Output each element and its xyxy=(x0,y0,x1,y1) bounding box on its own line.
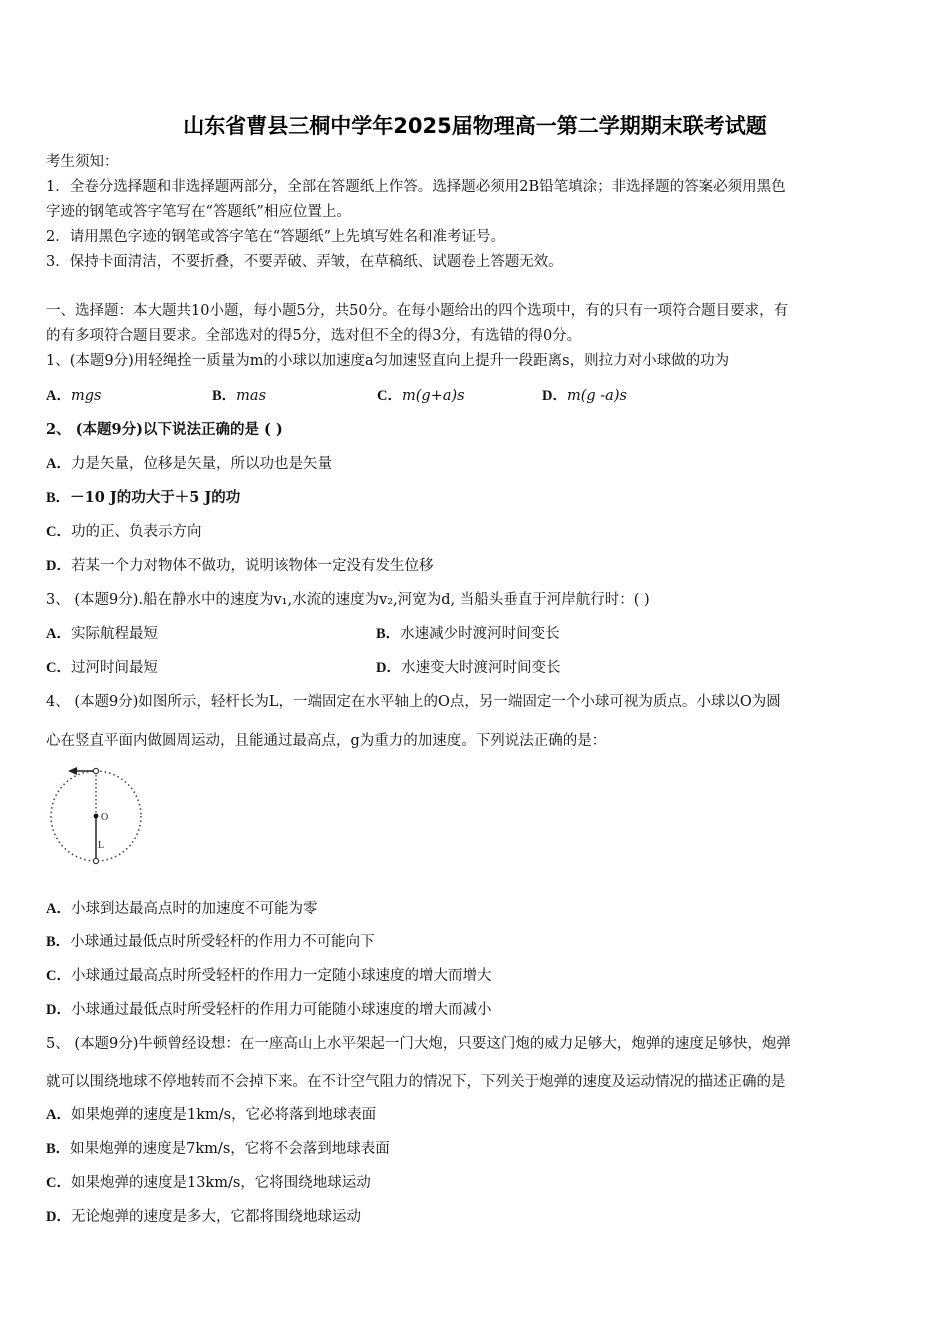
option-label: A． xyxy=(46,388,71,404)
option-text: 过河时间最短 xyxy=(70,660,158,676)
option-label: C． xyxy=(46,660,71,676)
option-label: D． xyxy=(376,660,401,676)
option-text: 如果炮弹的速度是7km/s，它将不会落到地球表面 xyxy=(70,1141,390,1157)
q1-option-a[interactable] xyxy=(46,388,101,404)
q5-option-d[interactable] xyxy=(46,1207,361,1227)
notice-item-2: 2．请用黑色字迹的钢笔或答字笔在“答题纸”上先填写姓名和准考证号。 xyxy=(46,229,506,245)
question-4-stem-line1: 4、 (本题9分)如图所示，轻杆长为L，一端固定在水平轴上的O点，另一端固定一个小球可视为质点。小球以O为圆 xyxy=(46,694,781,710)
option-label: B． xyxy=(376,626,401,642)
option-text: 小球到达最高点时的加速度不可能为零 xyxy=(70,901,318,917)
q3-options-row-1 xyxy=(46,624,908,644)
question-5-stem-line2: 就可以围绕地球不停地转而不会掉下来。在不计空气阻力的情况下，下列关于炮弹的速度及运动情况的描述正确的是 xyxy=(46,1074,786,1090)
section-instructions-line2: 的有多项符合题目要求。全部选对的得5分，选对但不全的得3分，有选错的得0分。 xyxy=(46,328,582,344)
q5-option-a[interactable] xyxy=(46,1105,376,1125)
option-label: C． xyxy=(46,1175,71,1191)
svg-text:L: L xyxy=(98,840,105,851)
option-label: D． xyxy=(46,1002,71,1018)
option-text: m(g+a)s xyxy=(401,388,465,404)
q3-options-row-2 xyxy=(46,658,908,678)
q3-option-d[interactable] xyxy=(376,658,560,678)
option-label: C． xyxy=(46,524,71,540)
question-3-stem: 3、 (本题9分).船在静水中的速度为v₁,水流的速度为v₂,河宽为d, 当船头垂直于河岸航行时：( ) xyxy=(46,592,650,608)
q3-option-c[interactable] xyxy=(46,660,158,676)
svg-text:O: O xyxy=(101,812,109,823)
question-2-stem: 2、 (本题9分)以下说法正确的是 ( ) xyxy=(46,421,283,438)
option-label: B． xyxy=(46,490,71,506)
rod-circle-diagram-icon xyxy=(48,762,148,870)
notice-item-3: 3．保持卡面清洁，不要折叠，不要弄破、弄皱，在草稿纸、试题卷上答题无效。 xyxy=(46,254,563,270)
option-label: B． xyxy=(46,1141,71,1157)
option-label: D． xyxy=(542,388,567,404)
option-text: 若某一个力对物体不做功，说明该物体一定没有发生位移 xyxy=(70,558,434,574)
option-label: C． xyxy=(46,968,71,984)
section-instructions-line1: 一、选择题：本大题共10小题，每小题5分，共50分。在每小题给出的四个选项中，有的只有一项符合题目要求，有 xyxy=(46,303,789,319)
q4-option-a[interactable] xyxy=(46,899,317,919)
option-text: 小球通过最低点时所受轻杆的作用力可能随小球速度的增大而减小 xyxy=(70,1002,492,1018)
option-text: 小球通过最低点时所受轻杆的作用力不可能向下 xyxy=(70,934,375,950)
option-label: A． xyxy=(46,901,71,917)
page-title: 山东省曹县三桐中学年2025届物理高一第二学期期末联考试题 xyxy=(183,114,767,138)
q2-option-b[interactable] xyxy=(46,488,240,508)
option-text: 如果炮弹的速度是1km/s，它必将落到地球表面 xyxy=(70,1107,377,1123)
q1-option-b[interactable] xyxy=(212,386,266,406)
q4-option-c[interactable] xyxy=(46,966,491,986)
q3-option-a[interactable] xyxy=(46,626,158,642)
question-1-options xyxy=(46,386,908,406)
notice-item-1: 1．全卷分选择题和非选择题两部分，全部在答题纸上作答。选择题必须用2B铅笔填涂；非选择题的答案必须用黑色 xyxy=(46,179,786,195)
option-text: 无论炮弹的速度是多大，它都将围绕地球运动 xyxy=(70,1209,361,1225)
option-label: D． xyxy=(46,1209,71,1225)
option-label: A． xyxy=(46,626,71,642)
option-label: B． xyxy=(212,388,237,404)
option-text: 水速减少时渡河时间变长 xyxy=(400,626,560,642)
option-text: 功的正、负表示方向 xyxy=(70,524,202,540)
notice-item-1-cont: 字迹的钢笔或答字笔写在“答题纸”相应位置上。 xyxy=(46,204,351,220)
q4-option-b[interactable] xyxy=(46,932,375,952)
question-1-stem: 1、(本题9分)用轻绳拴一质量为m的小球以加速度a匀加速竖直向上提升一段距离s，则拉力对小球做的功为 xyxy=(46,353,730,369)
q4-option-d[interactable] xyxy=(46,1000,491,1020)
q2-option-a[interactable] xyxy=(46,454,332,474)
q1-option-c[interactable] xyxy=(377,386,465,406)
option-text: mas xyxy=(236,388,267,404)
option-text: 如果炮弹的速度是13km/s，它将围绕地球运动 xyxy=(70,1175,371,1191)
q2-option-d[interactable] xyxy=(46,556,433,576)
option-label: B． xyxy=(46,934,71,950)
option-label: A． xyxy=(46,1107,71,1123)
q1-option-d[interactable] xyxy=(542,386,627,406)
q3-option-b[interactable] xyxy=(376,624,560,644)
notice-heading: 考生须知： xyxy=(46,154,119,170)
option-text: m(g -a)s xyxy=(566,388,627,404)
q2-option-c[interactable] xyxy=(46,522,201,542)
option-text: 水速变大时渡河时间变长 xyxy=(400,660,561,676)
option-text: mgs xyxy=(70,388,102,404)
q5-option-c[interactable] xyxy=(46,1173,371,1193)
option-label: D． xyxy=(46,558,71,574)
option-text: 实际航程最短 xyxy=(70,626,158,642)
q5-option-b[interactable] xyxy=(46,1139,390,1159)
option-label: A． xyxy=(46,456,71,472)
question-5-stem-line1: 5、 (本题9分)牛顿曾经设想：在一座高山上水平架起一门大炮，只要这门炮的威力足够大，炮弹的速度足够快，炮弹 xyxy=(46,1036,791,1052)
option-text: 小球通过最高点时所受轻杆的作用力一定随小球速度的增大而增大 xyxy=(70,968,492,984)
option-text: 力是矢量，位移是矢量，所以功也是矢量 xyxy=(70,456,332,472)
circular-motion-figure xyxy=(48,762,148,870)
question-4-stem-line2: 心在竖直平面内做圆周运动，且能通过最高点，g为重力的加速度。下列说法正确的是： xyxy=(46,733,607,749)
option-label: C． xyxy=(377,388,402,404)
option-text: －10 J的功大于＋5 J的功 xyxy=(70,489,241,506)
